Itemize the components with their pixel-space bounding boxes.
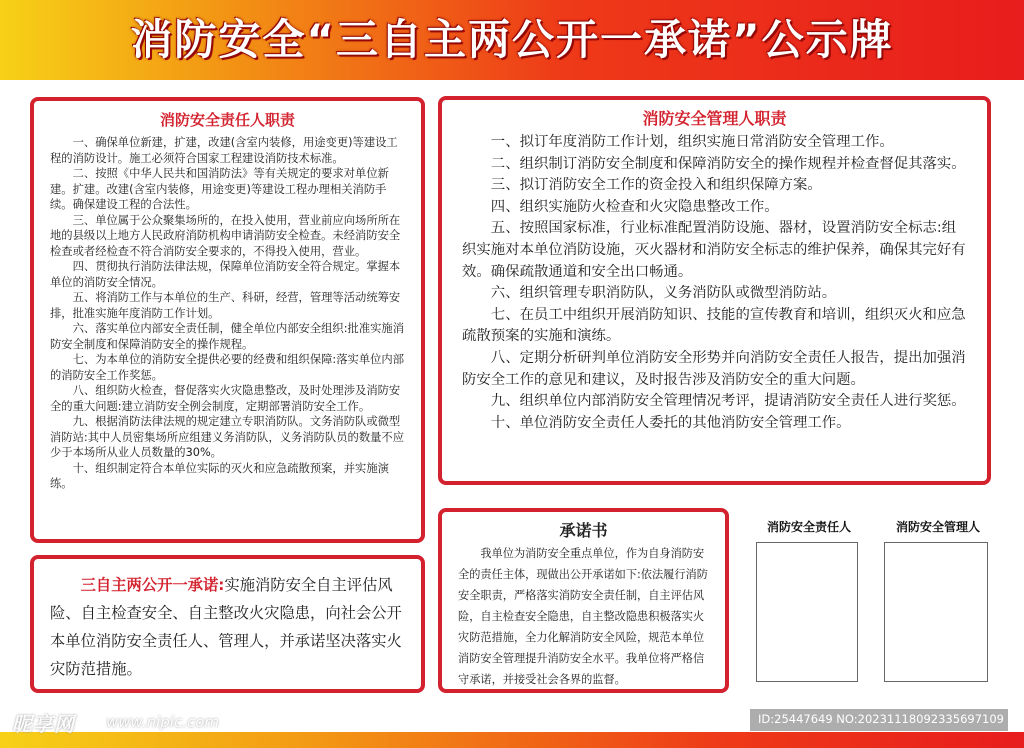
responsible-duties-title: 消防安全责任人职责	[159, 111, 295, 129]
manager-duty-item: 一、拟订年度消防工作计划，组织实施日常消防安全管理工作。	[490, 134, 894, 150]
manager-photo-label: 消防安全管理人	[895, 520, 980, 534]
responsible-duty-item: 五、将消防工作与本单位的生产、科研，经营，管理等活动统筹安排，批准实施年度消防工作计划。	[50, 291, 401, 320]
responsible-photo-label: 消防安全责任人	[766, 520, 851, 534]
watermark-url: www.nipic.com	[106, 713, 220, 731]
responsible-photo-frame	[756, 542, 858, 682]
three-self-lead: 三自主两公开一承诺:	[80, 576, 225, 594]
manager-duty-item: 三、拟订消防安全工作的资金投入和组织保障方案。	[490, 177, 822, 194]
responsible-duties-panel	[30, 97, 425, 543]
manager-duties-title: 消防安全管理人职责	[642, 109, 787, 128]
manager-duty-item: 七、在员工中组织开展消防知识、技能的宣传教育和培训，组织灭火和应急疏散预案的实施和演练。	[462, 306, 966, 345]
responsible-duty-item: 三、单位属于公众聚集场所的，在投入使用，营业前应向场所所在地的县级以上地方人民政府消防机构申请消防安全检查。未经消防安全检查或者经检查不符合消防安全要求的，不得投入使用，营业。	[50, 213, 401, 258]
manager-duty-item: 十、单位消防安全责任人委托的其他消防安全管理工作。	[490, 414, 851, 431]
watermark-logo: 昵享网	[12, 712, 75, 736]
responsible-duty-item: 二、按照《中华人民共和国消防法》等有关规定的要求对单位新建。扩建。改建(含室内装修，用途变更)等建设工程办理相关消防手续。确保建设工程的合法性。	[50, 167, 389, 211]
responsible-duty-item: 九、根据消防法律法规的规定建立专职消防队。文务消防队或微型消防站:其中人员密集场所应组建义务消防队，义务消防队员的数量不应少于本场所从业人员数量的30%。	[50, 415, 405, 459]
header-banner	[0, 0, 1024, 80]
three-self-text	[50, 571, 405, 683]
responsible-duty-item: 六、落实单位内部安全责任制，健全单位内部安全组织:批准实施消防安全制度和保障消防安全的操作规程。	[50, 322, 405, 351]
page-title: 消防安全“三自主两公开一承诺”公示牌	[130, 15, 894, 64]
pledge-panel	[438, 508, 729, 693]
pledge-title: 承诺书	[559, 521, 608, 540]
manager-photo-frame	[884, 542, 988, 682]
manager-duties-panel	[438, 96, 991, 485]
responsible-duty-item: 七、为本单位的消防安全提供必要的经费和组织保障:落实单位内部的消防安全工作奖惩。	[50, 353, 405, 382]
three-self-body: 实施消防安全自主评估风险、自主检查安全、自主整改火灾隐患，向社会公开本单位消防安全责任人、管理人，并承诺坚决落实火灾防范措施。	[50, 576, 402, 678]
bottom-stripe	[0, 732, 1024, 748]
watermark-id: ID:25447649 NO:20231118092335697109	[758, 712, 1004, 726]
manager-duty-item: 八、定期分析研判单位消防安全形势并向消防安全责任人报告，提出加强消防安全工作的意见和建议，及时报告涉及消防安全的重大问题。	[462, 349, 966, 388]
three-self-panel	[30, 555, 425, 693]
responsible-duty-item: 十、组织制定符合本单位实际的灭火和应急疏散预案，并实施演练。	[50, 461, 389, 490]
manager-duty-item: 五、按照国家标准，行业标准配置消防设施、器材，设置消防安全标志:组织实施对本单位消防设施，灭火器材和消防安全标志的维护保养，确保其完好有效。确保疏散通道和安全出口畅通。	[462, 220, 966, 280]
responsible-duty-item: 一、确保单位新建，扩建，改建(含室内装修，用途变更)等建设工程的消防设计。施工必须符合国家工程建设消防技术标准。	[50, 136, 398, 165]
responsible-duty-item: 四、贯彻执行消防法律法规，保障单位消防安全符合规定。掌握本单位的消防安全情况。	[50, 260, 401, 289]
responsible-duty-item: 八、组织防火检查，督促落实火灾隐患整改，及时处理涉及消防安全的重大问题:建立消防安全例会制度，定期部署消防安全工作。	[50, 384, 401, 413]
manager-duty-item: 二、组织制订消防安全制度和保障消防安全的操作规程并检查督促其落实。	[490, 155, 966, 172]
pledge-text: 我单位为消防安全重点单位，作为自身消防安全的责任主体，现做出公开承诺如下:依法履行消防安全职责，严格落实消防安全责任制，自主评估风险，自主检查安全隐患，自主整改隐患积极落实火灾防范措施，全力化解消防安全风险，规范本单位消防安全管理提升消防安全水平。我单位将严格信守承诺，并接受社会各界的监督。	[458, 547, 708, 686]
manager-duty-item: 六、组织管理专职消防队，义务消防队或微型消防站。	[490, 285, 837, 302]
manager-duty-item: 九、组织单位内部消防安全管理情况考评，提请消防安全责任人进行奖惩。	[490, 393, 966, 410]
manager-duty-item: 四、组织实施防火检查和火灾隐患整改工作。	[490, 198, 779, 215]
